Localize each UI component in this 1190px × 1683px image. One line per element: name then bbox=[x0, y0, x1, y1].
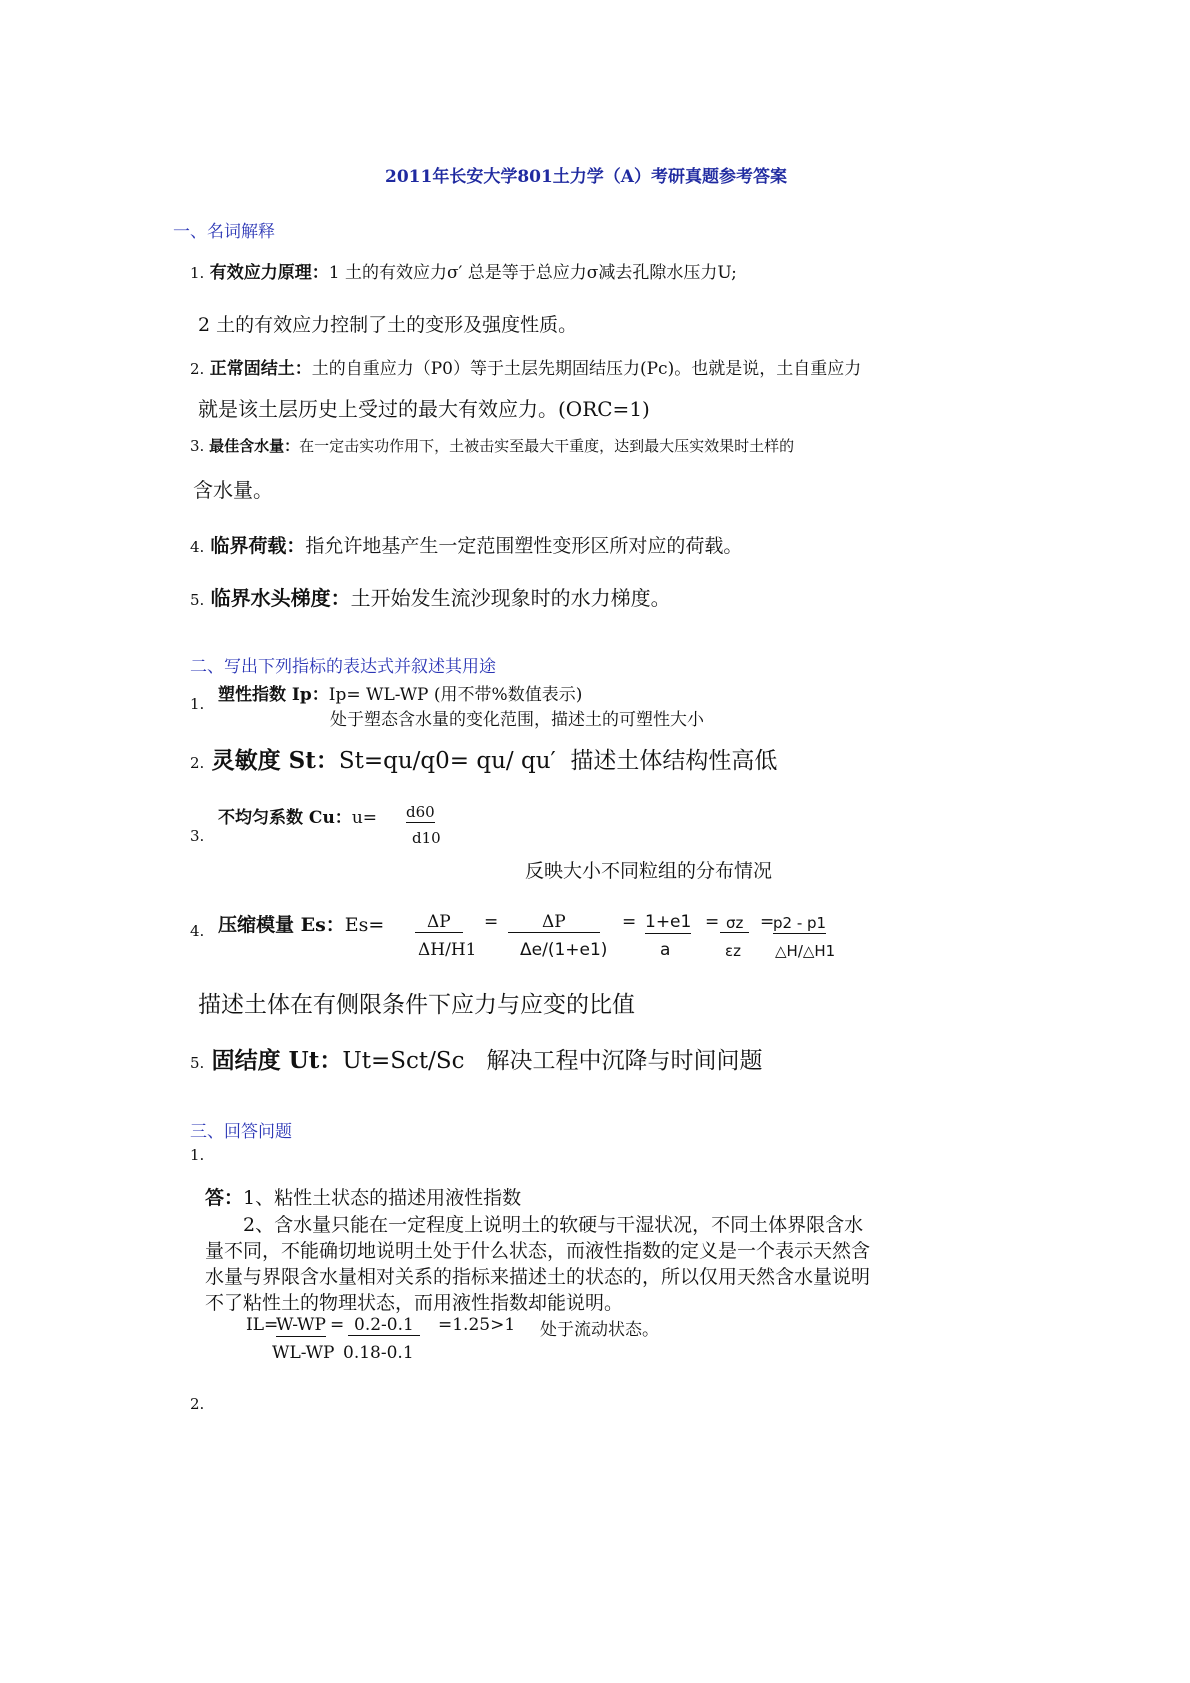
item-formula: Ip= WL-WP (用不带%数值表示) bbox=[328, 685, 583, 705]
answer-1-line1 bbox=[205, 1183, 521, 1210]
item-formula: Ut=Sct/Sc bbox=[342, 1048, 465, 1074]
item-desc: 描述土体结构性高低 bbox=[570, 748, 778, 774]
item-1-2-line2: 就是该土层历史上受过的最大有效应力。(ORC=1) bbox=[198, 397, 650, 421]
item-text: 指允许地基产生一定范围塑性变形区所对应的荷载。 bbox=[305, 535, 743, 557]
es-f4-numerator: σz bbox=[720, 914, 749, 933]
item-term: 压缩模量 Es： bbox=[218, 914, 345, 936]
item-2-1-desc: 处于塑态含水量的变化范围，描述土的可塑性大小 bbox=[330, 710, 704, 730]
il-state: 处于流动状态。 bbox=[540, 1320, 659, 1340]
il-numerator-1: W-WP bbox=[276, 1315, 326, 1335]
item-term: 灵敏度 St： bbox=[211, 747, 339, 774]
es-f4-denominator: εz bbox=[725, 942, 741, 960]
question-2-number: 2. bbox=[190, 1395, 205, 1413]
es-f3-denominator: a bbox=[660, 940, 671, 960]
item-number: 5. bbox=[190, 1054, 205, 1072]
page-title: 2011年长安大学801土力学（A）考研真题参考答案 bbox=[385, 167, 787, 187]
item-2-4-desc: 描述土体在有侧限条件下应力与应变的比值 bbox=[198, 992, 635, 1018]
item-text: 土开始发生流沙现象时的水力梯度。 bbox=[350, 586, 671, 610]
item-term: 固结度 Ut： bbox=[211, 1047, 343, 1074]
item-1-1 bbox=[190, 258, 737, 283]
es-f3-numerator: 1+e1 bbox=[645, 912, 692, 932]
es-eq3: = bbox=[705, 912, 720, 932]
item-desc: 解决工程中沉降与时间问题 bbox=[486, 1048, 763, 1074]
item-2-4 bbox=[218, 910, 384, 937]
item-term: 正常固结土： bbox=[209, 359, 312, 379]
item-number: 4. bbox=[190, 538, 205, 556]
item-term: 临界荷载： bbox=[210, 535, 306, 557]
item-2-3-desc: 反映大小不同粒组的分布情况 bbox=[525, 860, 773, 882]
item-2-1-number: 1. bbox=[190, 695, 205, 713]
item-text: 在一定击实功作用下，土被击实至最大干重度，达到最大压实效果时土样的 bbox=[299, 437, 795, 455]
section-heading-1: 一、名词解释 bbox=[173, 222, 275, 242]
item-number: 2. bbox=[190, 360, 205, 378]
es-f2-numerator: ΔP bbox=[508, 912, 600, 933]
item-1-3-line2: 含水量。 bbox=[193, 478, 273, 502]
item-number: 3. bbox=[190, 437, 205, 455]
question-1-number: 1. bbox=[190, 1146, 205, 1164]
item-1-2 bbox=[190, 354, 861, 379]
es-f1-numerator: ΔP bbox=[415, 912, 463, 933]
item-number: 2. bbox=[190, 754, 205, 772]
es-f2-denominator: Δe/(1+e1) bbox=[520, 940, 608, 960]
es-eq2: = bbox=[622, 912, 637, 932]
es-eq1: = bbox=[484, 912, 499, 932]
item-2-3-number: 3. bbox=[190, 827, 205, 845]
item-term: 不均匀系数 Cu： bbox=[218, 808, 352, 828]
item-lhs: Es= bbox=[344, 914, 385, 936]
answer-1-p2-line4: 不了粘性土的物理状态，而用液性指数却能说明。 bbox=[205, 1292, 624, 1314]
cu-denominator: d10 bbox=[412, 829, 441, 847]
item-term: 塑性指数 Ip： bbox=[218, 685, 329, 705]
item-2-2 bbox=[190, 742, 777, 775]
answer-label: 答： bbox=[205, 1187, 244, 1209]
es-f1-denominator: ΔH/H1 bbox=[418, 940, 477, 960]
item-number: 5. bbox=[190, 591, 205, 609]
item-2-1 bbox=[218, 680, 582, 705]
section-heading-2: 二、写出下列指标的表达式并叙述其用途 bbox=[190, 657, 496, 677]
section-heading-3: 三、回答问题 bbox=[190, 1122, 292, 1142]
es-f5-numerator: p2 - p1 bbox=[773, 914, 827, 932]
item-2-5 bbox=[190, 1042, 762, 1075]
il-lhs: IL= bbox=[246, 1315, 279, 1335]
answer-1-p2-line3: 水量与界限含水量相对关系的指标来描述土的状态的，所以仅用天然含水量说明 bbox=[205, 1266, 871, 1288]
il-denominator-2: 0.18-0.1 bbox=[343, 1343, 414, 1363]
item-number: 1. bbox=[190, 264, 205, 282]
item-text: 土的自重应力（P0）等于土层先期固结压力(Pc)。也就是说，土自重应力 bbox=[311, 359, 862, 379]
il-result: =1.25>1 bbox=[438, 1315, 516, 1335]
item-1-3 bbox=[190, 435, 794, 456]
il-denominator-1: WL-WP bbox=[272, 1343, 335, 1363]
es-eq4: = bbox=[760, 912, 775, 932]
answer-1-p2-line2: 量不同，不能确切地说明土处于什么状态，而液性指数的定义是一个表示天然含 bbox=[205, 1240, 871, 1262]
item-term: 有效应力原理： bbox=[209, 263, 329, 283]
cu-numerator: d60 bbox=[406, 803, 435, 821]
item-2-3 bbox=[218, 803, 377, 828]
item-term: 临界水头梯度： bbox=[210, 586, 351, 610]
item-1-1-line2: 2 土的有效应力控制了土的变形及强度性质。 bbox=[198, 314, 578, 336]
item-text: 1 土的有效应力σ′ 总是等于总应力σ减去孔隙水压力U; bbox=[328, 263, 737, 283]
answer-text: 1、粘性土状态的描述用液性指数 bbox=[243, 1187, 522, 1209]
item-2-4-number: 4. bbox=[190, 922, 205, 940]
item-term: 最佳含水量： bbox=[209, 437, 300, 455]
il-numerator-2: 0.2-0.1 bbox=[348, 1315, 420, 1336]
il-eq: = bbox=[330, 1315, 345, 1335]
item-lhs: u= bbox=[351, 808, 378, 828]
answer-1-p2-line1: 2、含水量只能在一定程度上说明土的软硬与干湿状况，不同土体界限含水 bbox=[243, 1214, 864, 1236]
item-1-5 bbox=[190, 582, 671, 611]
es-f5-denominator: △H/△H1 bbox=[775, 942, 836, 960]
item-1-4 bbox=[190, 531, 742, 558]
item-formula: St=qu/q0= qu/ qu′ bbox=[338, 748, 556, 774]
